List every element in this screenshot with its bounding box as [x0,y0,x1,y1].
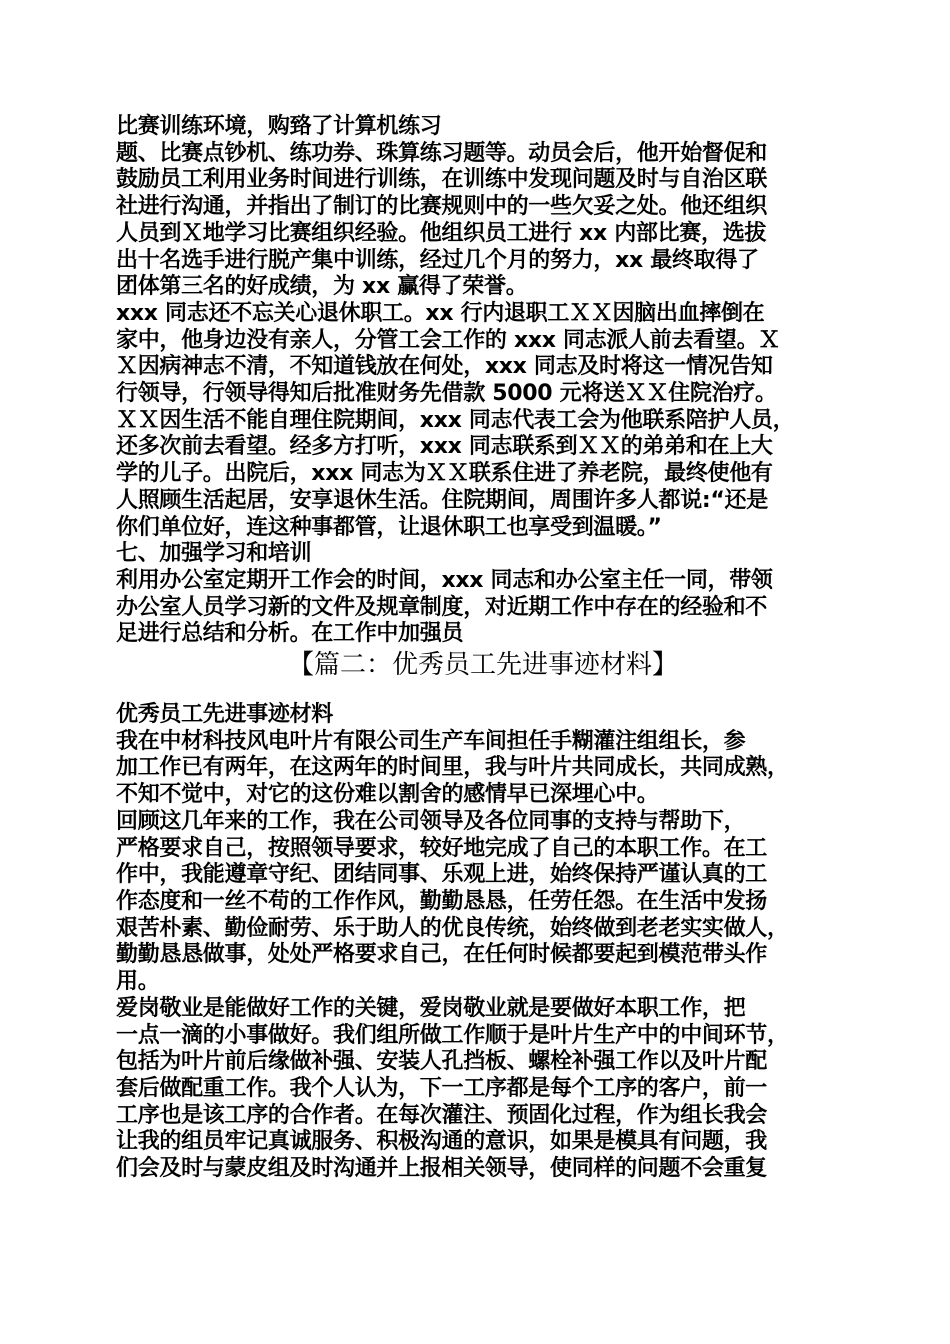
text-line: 作中，我能遵章守纪、团结同事、乐观上进，始终保持严谨认真的工 [116,862,768,888]
text-line: xxx 同志还不忘关心退休职工。xx 行内退职工ＸＸ因脑出血摔倒在 [116,300,765,326]
text-line: 勤勤恳恳做事，处处严格要求自己，在任何时候都要起到模范带头作 [116,942,768,968]
text-line: 比赛训练环境，购臵了计算机练习 [116,114,442,139]
text-line: 我在中材科技风电叶片有限公司生产车间担任手糊灌注组组长，参 [116,728,746,754]
text-line: 不知不觉中，对它的这份难以割舍的感情早已深埋心中。 [116,782,659,808]
text-line: 出十名选手进行脱产集中训练，经过几个月的努力，xx 最终取得了 [116,247,759,273]
section-one-text [116,114,850,648]
text-line: 们会及时与蒙皮组及时沟通并上报相关领导，使同样的问题不会重复 [116,1156,768,1182]
section-two-text [116,702,850,1183]
text-line: 严格要求自己，按照领导要求，较好地完成了自己的本职工作。在工 [116,835,768,861]
text-line: 还多次前去看望。经多方打听，xxx 同志联系到ＸＸ的弟弟和在上大 [116,434,773,460]
text-line: 利用办公室定期开工作会的时间，xxx 同志和办公室主任一同，带领 [116,567,773,593]
text-line: 社进行沟通，并指出了制订的比赛规则中的一些欠妥之处。他还组织 [116,194,768,220]
text-line: 七、加强学习和培训 [116,541,312,567]
text-line: 你们单位好，连这种事都管，让退休职工也享受到温暖。” [116,514,662,540]
text-line: 回顾这几年来的工作，我在公司领导及各位同事的支持与帮助下， [116,808,746,834]
text-line: 一点一滴的小事做好。我们组所做工作顺于是叶片生产中的中间环节， [116,1022,789,1048]
text-line: 团体第三名的好成绩，为 xx 赢得了荣誉。 [116,274,528,300]
text-line: 加工作已有两年，在这两年的时间里，我与叶片共同成长，共同成熟， [116,755,789,781]
text-line: 包括为叶片前后缘做补强、安装人孔挡板、螺栓补强工作以及叶片配 [116,1049,768,1075]
text-line: 人员到Ｘ地学习比赛组织经验。他组织员工进行 xx 内部比赛，选拔 [116,220,767,246]
document-body [116,114,850,1183]
text-line: 鼓励员工利用业务时间进行训练，在训练中发现问题及时与自治区联 [116,167,768,193]
text-line: 办公室人员学习新的文件及规章制度，对近期工作中存在的经验和不 [116,594,768,620]
text-line: 学的儿子。出院后，xxx 同志为ＸＸ联系住进了养老院，最终使他有 [116,461,773,487]
section-title: 【篇二：优秀员工先进事迹材料】 [287,650,678,681]
text-line: 家中，他身边没有亲人，分管工会工作的 xxx 同志派人前去看望。Ｘ [116,327,780,353]
text-line: 工序也是该工序的合作者。在每次灌注、预固化过程，作为组长我会 [116,1102,768,1128]
text-line: 题、比赛点钞机、练功券、珠算练习题等。动员会后，他开始督促和 [116,140,768,166]
text-line: Ｘ因病神志不清，不知道钱放在何处，xxx 同志及时将这一情况告知 [116,354,773,380]
text-line: 用。 [116,969,160,995]
text-line: ＸＸ因生活不能自理住院期间，xxx 同志代表工会为他联系陪护人员， [116,407,795,433]
text-line: 人照顾生活起居，安享退休生活。住院期间，周围许多人都说:“还是 [116,487,768,513]
text-line: 作态度和一丝不苟的工作作风，勤勤恳恳，任劳任怨。在生活中发扬 [116,888,768,914]
text-line: 艰苦朴素、勤俭耐劳、乐于助人的优良传统，始终做到老老实实做人， [116,915,789,941]
text-line: 爱岗敬业是能做好工作的关键，爱岗敬业就是要做好本职工作，把 [116,995,746,1021]
text-line: 行领导，行领导得知后批准财务先借款 5000 元将送ＸＸ住院治疗。 [116,381,777,407]
text-line: 让我的组员牢记真诚服务、积极沟通的意识，如果是模具有问题，我 [116,1129,768,1155]
text-line: 优秀员工先进事迹材料 [116,702,334,728]
text-line: 足进行总结和分析。在工作中加强员 [116,621,464,647]
text-line: 套后做配重工作。我个人认为，下一工序都是每个工序的客户，前一 [116,1075,768,1101]
